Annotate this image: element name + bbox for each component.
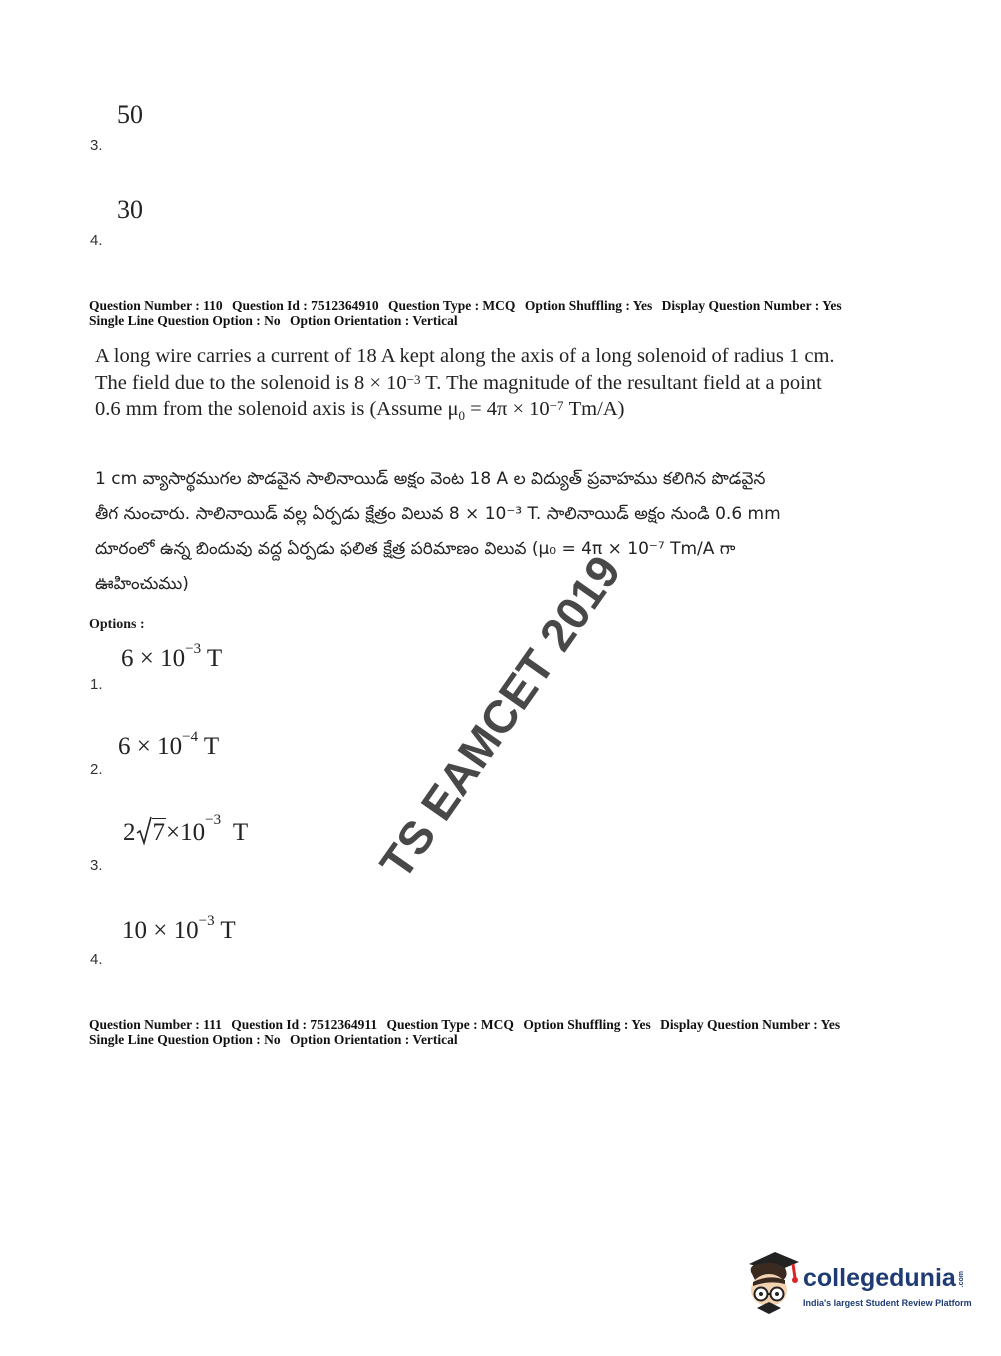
option-1-unit: T — [201, 645, 223, 672]
q110-en-l2-exponent: −3 — [406, 371, 421, 387]
prev-option-3-value: 50 — [117, 100, 143, 129]
prev-option-3-number: 3. — [90, 137, 103, 154]
q110-display-number: Display Question Number : Yes — [661, 298, 842, 313]
q110-en-l3c: Tm/A) — [563, 398, 625, 420]
option-1-exponent: −3 — [185, 641, 202, 657]
option-1-number: 1. — [90, 676, 103, 693]
q110-english-text — [95, 343, 885, 430]
q110-english-line-1: A long wire carries a current of 18 A kept along the axis of a long solenoid of radius 1 cm. — [95, 345, 835, 367]
option-4-number: 4. — [90, 951, 103, 968]
q111-number: Question Number : 111 — [89, 1017, 222, 1032]
option-1-mantissa: 6 × 10 — [121, 645, 186, 672]
option-3-times: ×10 — [166, 819, 206, 846]
option-3-coefficient: 2 — [123, 819, 136, 846]
brand-name — [803, 1264, 965, 1293]
q110-english-line-3 — [95, 396, 885, 430]
option-2-number: 2. — [90, 761, 103, 778]
option-2-unit: T — [198, 733, 220, 760]
q110-meta-line-1 — [89, 298, 848, 313]
brand-tagline: India's largest Student Review Platform — [803, 1298, 972, 1308]
q110-en-l3a: 0.6 mm from the solenoid axis is (Assume μ — [95, 398, 459, 420]
watermark: TS EAMCET 2019 — [369, 546, 631, 888]
option-3-number: 3. — [90, 857, 103, 874]
sqrt-radical-icon — [136, 816, 152, 846]
option-1-value — [121, 641, 223, 673]
q110-telugu-text — [95, 462, 885, 602]
q110-shuffling: Option Shuffling : Yes — [524, 298, 653, 313]
option-3-unit: T — [227, 819, 249, 846]
q110-english-line-2 — [95, 370, 885, 397]
q111-orientation: Option Orientation : Vertical — [290, 1032, 458, 1047]
q111-meta-line-2 — [89, 1032, 846, 1047]
q110-id: Question Id : 7512364910 — [232, 298, 379, 313]
option-4-exponent: −3 — [198, 913, 215, 929]
q110-telugu-line-1: 1 cm వ్యాసార్థముగల పొడవైన సాలినాయిడ్ అక్షం వెంట 18 A ల విద్యుత్ ప్రవాహము కలిగిన పొడవైన — [95, 469, 766, 489]
option-4-value — [122, 913, 236, 945]
q110-en-l2b: T. The magnitude of the resultant field at a point — [420, 371, 822, 394]
q110-telugu-line-4: ఊహించుము) — [95, 574, 189, 594]
q110-single-line: Single Line Question Option : No — [89, 313, 281, 328]
q110-meta-line-2 — [89, 313, 848, 328]
option-4-mantissa: 10 × 10 — [122, 917, 199, 944]
collegedunia-logo — [743, 1250, 973, 1316]
q110-telugu-line-2: తీగ నుంచారు. సాలినాయిడ్ వల్ల ఏర్పడు క్షేత్రం విలువ 8 × 10⁻³ T. సాలినాయిడ్ అక్షం నుండి 0.6 mm — [95, 504, 781, 524]
prev-option-4-value: 30 — [117, 195, 143, 224]
option-3-value — [123, 812, 249, 847]
q110-en-l3-exponent: −7 — [549, 398, 564, 413]
q111-shuffling: Option Shuffling : Yes — [523, 1017, 651, 1032]
q110-meta — [89, 298, 848, 328]
q111-single-line: Single Line Question Option : No — [89, 1032, 281, 1047]
q111-meta — [89, 1017, 846, 1047]
q110-en-l3b: = 4π × 10 — [464, 398, 550, 420]
options-label: Options : — [89, 617, 145, 632]
q110-orientation: Option Orientation : Vertical — [290, 313, 458, 328]
option-2-mantissa: 6 × 10 — [118, 733, 183, 760]
option-4-unit: T — [214, 917, 236, 944]
student-mascot-icon — [743, 1250, 801, 1314]
option-2-exponent: −4 — [182, 729, 199, 745]
q110-number: Question Number : 110 — [89, 298, 223, 313]
q110-en-l3-subscript: 0 — [458, 408, 465, 424]
q111-meta-line-1 — [89, 1017, 846, 1032]
q111-id: Question Id : 7512364911 — [231, 1017, 378, 1032]
q110-en-l2a: The field due to the solenoid is 8 × 10 — [95, 371, 407, 394]
option-3-exponent: −3 — [205, 812, 222, 828]
q110-telugu-line-3: దూరంలో ఉన్న బిందువు వద్ద ఏర్పడు ఫలిత క్షేత్ర పరిమాణం విలువ (μ₀ = 4π × 10⁻⁷ Tm/A గా — [95, 539, 736, 559]
option-2-value — [118, 729, 220, 761]
brand-suffix: .com — [957, 1271, 965, 1288]
q111-type: Question Type : MCQ — [386, 1017, 514, 1032]
option-3-radicand: 7 — [152, 819, 165, 846]
q111-display-number: Display Question Number : Yes — [660, 1017, 841, 1032]
brand-name-text: collegedunia — [803, 1264, 956, 1292]
q110-type: Question Type : MCQ — [388, 298, 516, 313]
prev-option-4-number: 4. — [90, 232, 103, 249]
